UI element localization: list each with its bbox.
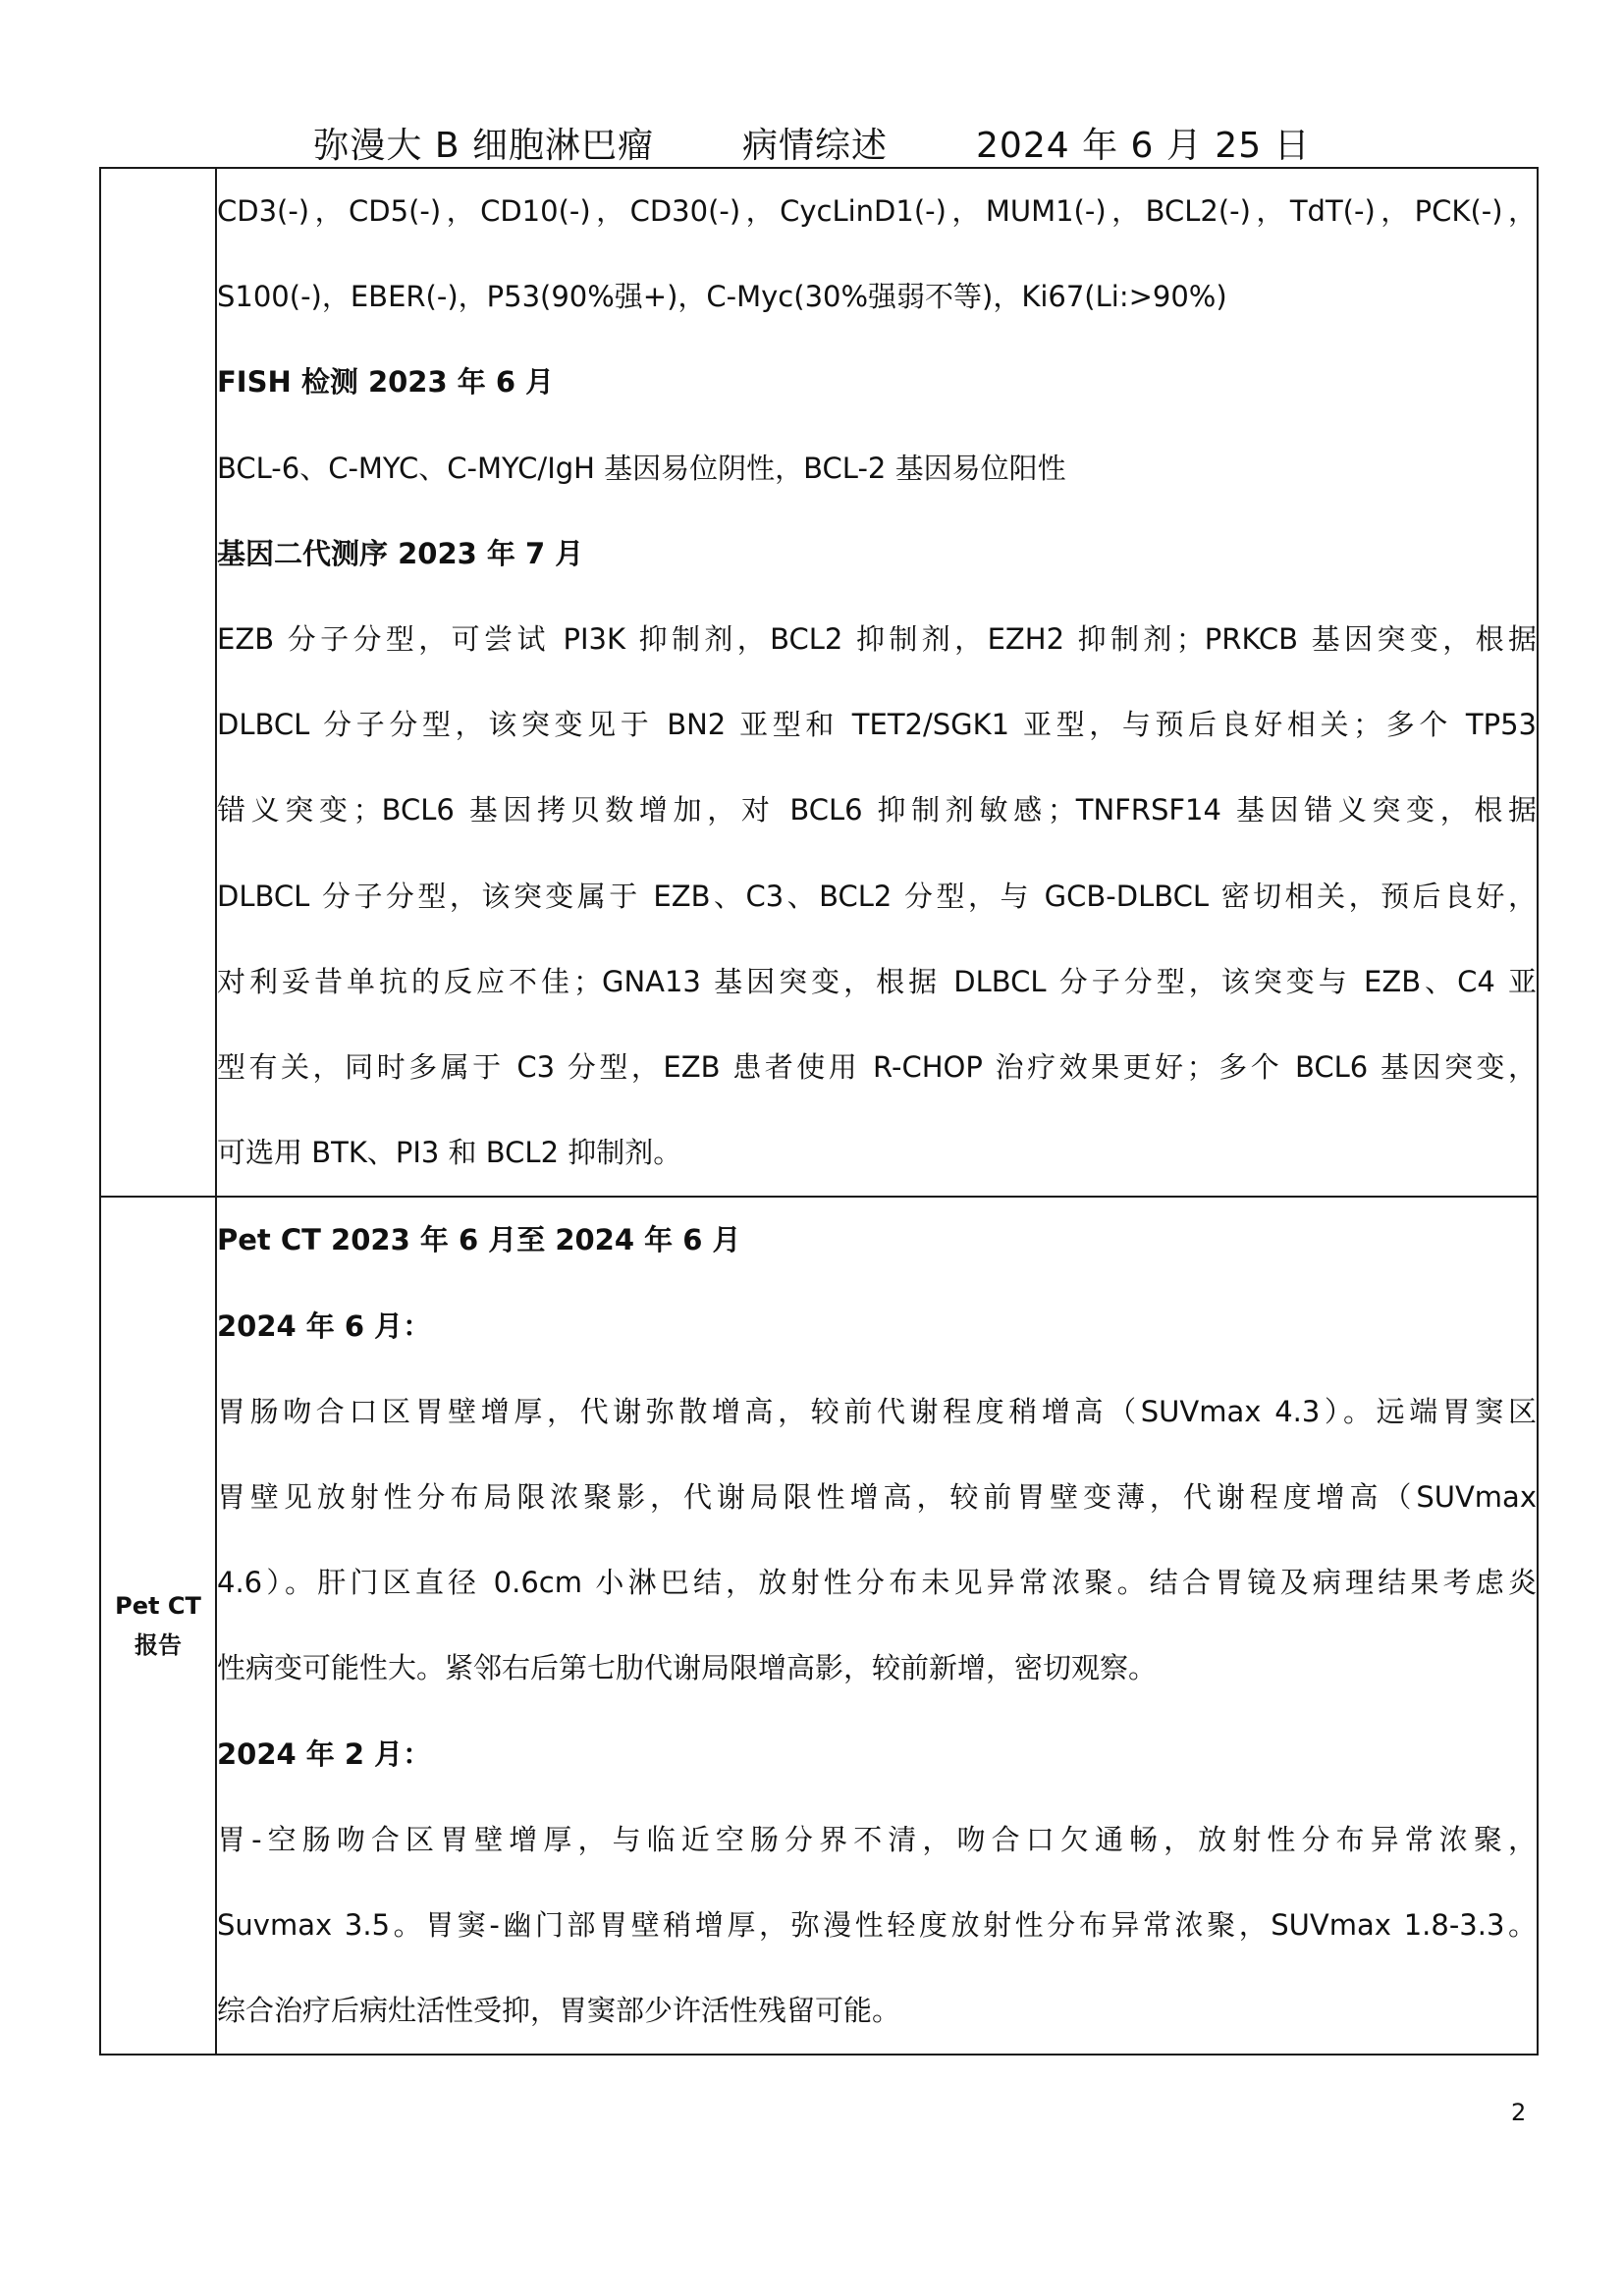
text-line: 综合治疗后病灶活性受抑，胃窦部少许活性残留可能。: [217, 1994, 901, 2028]
section-heading-ngs: 基因二代测序 2023 年 7 月: [217, 536, 584, 570]
text-line: Suvmax 3.5。胃窦-幽门部胃壁稍增厚，弥漫性轻度放射性分布异常浓聚，SUVmax 1.8-3.3。: [217, 1908, 1537, 1943]
row-label-line: Pet CT: [115, 1592, 201, 1621]
text-line: EZB 分子分型，可尝试 PI3K 抑制剂，BCL2 抑制剂，EZH2 抑制剂；PRKCB 基因突变，根据: [217, 622, 1537, 657]
row-label-empty: [100, 168, 216, 1197]
text-line: 胃-空肠吻合区胃壁增厚，与临近空肠分界不清，吻合口欠通畅，放射性分布异常浓聚，: [217, 1822, 1537, 1856]
text-line: 胃壁见放射性分布局限浓聚影，代谢局限性增高，较前胃壁变薄，代谢程度增高（SUVmax: [217, 1480, 1537, 1515]
text-line: DLBCL 分子分型，该突变见于 BN2 亚型和 TET2/SGK1 亚型，与预后良好相关；多个 TP53: [217, 708, 1537, 742]
report-table: [99, 167, 1539, 2056]
section-heading-petct: Pet CT 2023 年 6 月至 2024 年 6 月: [217, 1223, 741, 1257]
text-line: 性病变可能性大。紧邻右后第七肋代谢局限增高影，较前新增，密切观察。: [217, 1651, 1158, 1685]
table-row-petct: [100, 1197, 1538, 2055]
subheading-2024-06: 2024 年 6 月：: [217, 1308, 432, 1343]
text-line: 型有关，同时多属于 C3 分型，EZB 患者使用 R-CHOP 治疗效果更好；多个 BCL6 基因突变，: [217, 1050, 1537, 1085]
text-line: CD3(-)，CD5(-)，CD10(-)，CD30(-)，CycLinD1(-)，MUM1(-)，BCL2(-)，TdT(-)，PCK(-)，: [217, 194, 1537, 228]
document-subtitle: 病情综述: [742, 125, 889, 166]
text-line: 4.6）。肝门区直径 0.6cm 小淋巴结，放射性分布未见异常浓聚。结合胃镜及病理结果考虑炎: [217, 1566, 1537, 1600]
document-title: 弥漫大 B 细胞淋巴瘤: [313, 125, 654, 166]
row-label-petct: [100, 1197, 216, 2055]
table-row-genetics: [100, 168, 1538, 1197]
page-header: [0, 118, 1624, 167]
text-line: 胃肠吻合口区胃壁增厚，代谢弥散增高，较前代谢程度稍增高（SUVmax 4.3）。远端胃窦区: [217, 1394, 1537, 1428]
document-date: 2024 年 6 月 25 日: [976, 125, 1311, 166]
section-heading-fish: FISH 检测 2023 年 6 月: [217, 365, 555, 400]
row-label-line: 报告: [135, 1631, 182, 1660]
text-line: 可选用 BTK、PI3 和 BCL2 抑制剂。: [217, 1136, 682, 1170]
page-number: 2: [1511, 2099, 1527, 2126]
text-line: S100(-)，EBER(-)，P53(90%强+)，C-Myc(30%强弱不等)，Ki67(Li:>90%): [217, 280, 1227, 314]
subheading-2024-02: 2024 年 2 月：: [217, 1736, 432, 1771]
text-line: DLBCL 分子分型，该突变属于 EZB、C3、BCL2 分型，与 GCB-DLBCL 密切相关，预后良好，: [217, 879, 1537, 913]
petct-content: [216, 1197, 1538, 2055]
genetics-content: [216, 168, 1538, 1197]
text-line: BCL-6、C-MYC、C-MYC/IgH 基因易位阴性，BCL-2 基因易位阳性: [217, 451, 1066, 485]
text-line: 错义突变；BCL6 基因拷贝数增加，对 BCL6 抑制剂敏感；TNFRSF14 基因错义突变，根据: [217, 793, 1537, 828]
text-line: 对利妥昔单抗的反应不佳；GNA13 基因突变，根据 DLBCL 分子分型，该突变与 EZB、C4 亚: [217, 964, 1537, 998]
